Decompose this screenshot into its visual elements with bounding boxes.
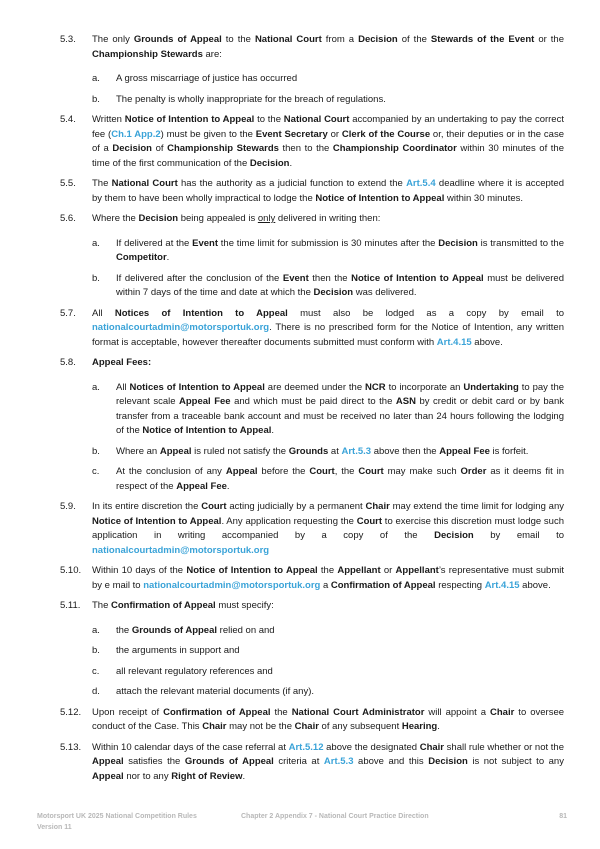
text-run: .	[166, 252, 170, 263]
defined-term: Championship Stewards	[92, 48, 203, 60]
text-run: within 30 minutes of the time of the first communication of the	[92, 143, 564, 169]
section-text	[92, 599, 564, 614]
section-number: 5.10.	[60, 565, 82, 576]
sub-item	[92, 237, 564, 266]
sub-item	[92, 624, 564, 639]
sub-item	[92, 685, 564, 700]
section-5-6	[0, 212, 600, 301]
defined-term: National Court	[283, 114, 350, 125]
text-run: Upon receipt of	[92, 706, 164, 718]
text-run: All	[92, 307, 115, 319]
sub-item	[92, 644, 564, 659]
text-run: Where an	[116, 445, 160, 457]
sub-item-letter: c.	[92, 665, 100, 677]
text-run: may extend the time limit for lodging any	[389, 501, 565, 512]
section-number: 5.13.	[60, 741, 82, 753]
text-run: , the	[334, 466, 359, 477]
section-5-5	[0, 177, 600, 206]
sub-item	[92, 445, 564, 460]
text-run: ) must be given to the	[160, 128, 256, 140]
defined-term: Championship Stewards	[167, 143, 279, 154]
article-reference-link[interactable]: Ch.1 App.2	[111, 128, 161, 140]
defined-term: Notice of Intention to Appeal	[186, 565, 318, 576]
defined-term: Notice of Intention to Appeal	[315, 192, 445, 204]
sub-item-letter: d.	[92, 686, 100, 697]
section-5-8	[0, 356, 600, 494]
defined-term: Decision	[313, 287, 354, 298]
defined-term: Decision	[434, 530, 474, 541]
article-reference-link[interactable]: Art.5.3	[341, 445, 372, 457]
defined-term: Chair	[365, 501, 390, 512]
text-run: .	[226, 480, 230, 492]
defined-term: Decision	[112, 143, 152, 154]
text-run: is ruled not satisfy the	[191, 445, 289, 457]
text-run: Within 10 days of the	[92, 565, 187, 576]
section-text	[92, 33, 564, 62]
section-number: 5.3.	[60, 34, 76, 45]
defined-term: Confirmation of Appeal	[111, 600, 216, 611]
defined-term: Notice of Intention to Appeal	[124, 114, 255, 125]
text-run: must also be lodged as a copy by email to	[287, 307, 565, 319]
defined-term: National Court	[254, 34, 322, 45]
text-run: before the	[257, 466, 310, 477]
sub-item-list	[92, 237, 564, 301]
section-number: 5.6.	[60, 213, 76, 224]
sub-item-letter: a.	[92, 381, 100, 393]
defined-term: NCR	[365, 381, 386, 393]
defined-term: Appellant	[395, 565, 439, 576]
text-run: delivered in writing then:	[275, 213, 381, 224]
defined-term: Court	[309, 466, 335, 477]
defined-term: Clerk of the Course	[341, 128, 431, 140]
text-run: shall rule whether or not the	[444, 741, 564, 753]
email-link[interactable]: nationalcourtadmin@motorsportuk.org	[92, 322, 270, 333]
section-text	[92, 356, 564, 371]
text-run: relied on and	[217, 624, 275, 636]
section-text	[92, 212, 564, 227]
footer-page-number: 81	[559, 813, 567, 820]
sub-item-letter: a.	[92, 624, 100, 636]
email-link[interactable]: nationalcourtadmin@motorsportuk.org	[143, 579, 321, 591]
section-5-3	[0, 33, 600, 107]
sub-item	[92, 465, 564, 494]
section-5-9	[0, 500, 600, 558]
text-run: at	[328, 445, 342, 457]
article-reference-link[interactable]: Art.5.4	[406, 178, 436, 189]
defined-term: Notices of Intention to Appeal	[114, 307, 288, 319]
sub-item-letter: b.	[92, 272, 100, 284]
text-run: At the conclusion of any	[116, 466, 226, 477]
defined-term: Appeal Fee	[439, 445, 490, 457]
defined-term: Hearing	[401, 721, 438, 732]
defined-term: Confirmation of Appeal	[163, 706, 271, 718]
defined-term: Appeal	[159, 445, 192, 457]
defined-term: Chair	[490, 706, 515, 718]
text-run: above and this	[353, 756, 429, 767]
defined-term: Decision	[138, 213, 179, 224]
text-run: Within 10 calendar days of the case referral at	[92, 741, 289, 753]
text-run: of any subsequent	[318, 721, 402, 732]
text-run: the	[270, 706, 292, 718]
sub-item-letter: a.	[92, 73, 100, 84]
defined-term: Appeal Fee	[179, 396, 231, 407]
text-run: a	[320, 579, 331, 591]
text-run: must specify:	[215, 600, 274, 611]
defined-term: Grounds of Appeal	[131, 624, 218, 636]
text-run: above.	[519, 579, 551, 591]
defined-term: Event	[282, 272, 309, 284]
text-run: to the	[221, 34, 255, 45]
sub-item	[92, 381, 564, 439]
text-run: may not be the	[226, 721, 295, 732]
defined-term: Appeal Fee	[176, 480, 227, 492]
text-run: .	[437, 721, 440, 732]
text-run: must be delivered within 7 days of the time and date at which the	[116, 272, 564, 298]
text-run: A gross miscarriage of justice has occurred	[116, 73, 298, 84]
text-run: acting judicially by a permanent	[226, 501, 366, 512]
defined-term: Chair	[202, 721, 227, 732]
defined-term: Decision	[438, 237, 478, 249]
text-run: to pay the relevant scale	[116, 381, 565, 407]
sub-item-letter: a.	[92, 237, 100, 249]
defined-term: Notice of Intention to Appeal	[351, 272, 484, 284]
section-text	[92, 564, 564, 593]
text-run: then to the	[278, 143, 333, 154]
sub-item-letter: b.	[92, 445, 100, 457]
sub-item-letter: b.	[92, 645, 100, 656]
section-5-13	[0, 741, 600, 785]
sub-item-list	[92, 381, 564, 495]
text-run: to exercise this discretion must lodge such application in writing accompanied by a copy of the	[92, 515, 564, 541]
text-run: nor to any	[123, 770, 172, 782]
text-run: The penalty is wholly inappropriate for the breach of regulations.	[116, 93, 386, 105]
text-run: from a	[321, 34, 359, 45]
defined-term: Appeal Fees:	[92, 357, 152, 368]
text-run: The only	[92, 34, 134, 45]
defined-term: Right of Review	[171, 770, 243, 782]
text-run: as it deems fit in respect of the	[116, 466, 565, 492]
defined-term: Court	[358, 466, 384, 477]
text-run: the arguments in support and	[116, 645, 240, 656]
text-run: is forfeit.	[489, 445, 529, 457]
text-run: or, their deputies or in the case of a	[92, 128, 564, 154]
defined-term: Grounds of Appeal	[133, 34, 222, 45]
section-text	[92, 741, 564, 785]
section-text	[92, 113, 564, 171]
text-run: The	[92, 178, 112, 189]
text-run: . Any application requesting the	[221, 515, 357, 527]
section-text	[92, 500, 564, 558]
text-run: All	[116, 381, 130, 393]
defined-term: Competitor	[116, 252, 167, 263]
text-run: by email to	[473, 530, 565, 541]
defined-term: National Court	[111, 178, 178, 189]
section-5-10	[0, 564, 600, 593]
text-run: was delivered.	[353, 287, 417, 298]
sub-item	[92, 72, 564, 87]
sub-item	[92, 272, 564, 301]
defined-term: Grounds of Appeal	[184, 756, 274, 767]
text-run: or	[327, 128, 342, 140]
text-run: will appoint a	[424, 706, 491, 718]
defined-term: Court	[201, 501, 227, 512]
text-run: the time limit for submission is 30 minutes after the	[218, 237, 439, 249]
text-run: above the designated	[323, 741, 420, 753]
section-number: 5.9.	[60, 501, 76, 512]
section-number: 5.7.	[60, 307, 76, 319]
article-reference-link[interactable]: Art.5.3	[323, 756, 354, 767]
defined-term: Event	[192, 237, 218, 249]
defined-term: Appeal	[92, 756, 124, 767]
sub-item	[92, 93, 564, 108]
text-run: ’s representative must submit by e mail to	[92, 565, 564, 591]
text-run: If delivered at the	[116, 237, 193, 249]
text-run: is transmitted to the	[477, 237, 564, 249]
text-run: are:	[202, 48, 222, 60]
sub-item-letter: c.	[92, 466, 100, 477]
defined-term: National Court Administrator	[291, 706, 425, 718]
defined-term: Stewards of the Event	[430, 34, 535, 45]
section-number: 5.8.	[60, 357, 76, 368]
sub-item-letter: b.	[92, 93, 100, 105]
footer-chapter: Chapter 2 Appendix 7 - National Court Practice Direction	[241, 813, 429, 820]
text-run: criteria at	[273, 756, 324, 767]
text-run: and which must be paid direct to the	[230, 396, 396, 407]
text-run: accompanied by an undertaking to pay the correct fee (	[92, 114, 564, 140]
section-number: 5.5.	[60, 178, 76, 189]
sub-item	[92, 665, 564, 680]
email-link[interactable]: nationalcourtadmin@motorsportuk.org	[92, 544, 270, 556]
text-run: by credit or debit card or by bank transfer from a traceable bank account and must be received no later than 24 hours following the lodging of the	[116, 396, 564, 436]
defined-term: Notice of Intention to Appeal	[142, 425, 272, 436]
text-run: all relevant regulatory references and	[116, 665, 273, 677]
defined-term: Decision	[249, 157, 290, 169]
text-run: being appealed is	[178, 213, 258, 224]
defined-term: Chair	[294, 721, 319, 732]
section-number: 5.11.	[60, 600, 81, 611]
document-body	[0, 33, 600, 790]
text-run: .	[289, 157, 293, 169]
text-run: of the	[397, 34, 431, 45]
section-5-4	[0, 113, 600, 171]
text-run: satisfies the	[123, 756, 185, 767]
text-run: has the authority as a judicial function to extend the	[177, 178, 407, 189]
text-run: to oversee conduct of the Case. This	[92, 706, 565, 732]
text-run: deadline where it is accepted by them to have been wholly impractical to lodge the	[92, 178, 564, 204]
section-text	[92, 177, 564, 206]
section-number: 5.4.	[60, 114, 76, 125]
defined-term: Undertaking	[463, 381, 519, 393]
text-run: above then the	[371, 445, 440, 457]
text-run: Where the	[92, 213, 139, 224]
text-run: .	[242, 770, 246, 782]
footer-version: Version 11	[37, 824, 72, 831]
section-text	[92, 706, 564, 735]
defined-term: Appellant	[337, 565, 381, 576]
section-5-12	[0, 706, 600, 735]
text-run: is not subject to any	[467, 756, 564, 767]
defined-term: Court	[356, 515, 383, 527]
text-run: may make such	[383, 466, 461, 477]
text-run: .	[271, 425, 275, 436]
text-run: to the	[254, 114, 284, 125]
text-run: In its entire discretion the	[92, 501, 202, 512]
text-run: The	[92, 600, 112, 611]
sub-item-list	[92, 72, 564, 107]
text-run: the	[317, 565, 338, 576]
underlined-text: only	[257, 213, 276, 224]
text-run: within 30 minutes.	[444, 192, 524, 204]
text-run: attach the relevant material documents (if any).	[116, 686, 315, 697]
text-run: Written	[92, 114, 125, 125]
section-5-11	[0, 599, 600, 700]
section-5-7	[0, 307, 600, 351]
text-run: then the	[308, 272, 352, 284]
section-number: 5.12.	[60, 706, 82, 718]
article-reference-link[interactable]: Art.4.15	[484, 579, 520, 591]
text-run: are deemed under the	[264, 381, 366, 393]
defined-term: Notices of Intention to Appeal	[129, 381, 265, 393]
article-reference-link[interactable]: Art.5.12	[288, 741, 324, 753]
sub-item-list	[92, 624, 564, 700]
defined-term: Grounds	[288, 445, 329, 457]
defined-term: Appeal	[92, 770, 124, 782]
defined-term: Order	[460, 466, 487, 477]
defined-term: Event Secretary	[255, 128, 328, 140]
defined-term: Notice of Intention to Appeal	[92, 515, 222, 527]
text-run: or	[380, 565, 396, 576]
defined-term: Decision	[428, 756, 468, 767]
text-run: respecting	[435, 579, 485, 591]
defined-term: ASN	[395, 396, 416, 407]
defined-term: Appeal	[225, 466, 258, 477]
text-run: . There is no prescribed form for the Notice of Intention, any written format is acceptable, however thereafter documents submitted must conform with	[92, 322, 564, 348]
text-run: or the	[534, 34, 564, 45]
text-run: to incorporate an	[385, 381, 464, 393]
section-text	[92, 307, 564, 351]
defined-term: Chair	[419, 741, 444, 753]
defined-term: Championship Coordinator	[332, 143, 457, 154]
text-run: of	[152, 143, 168, 154]
article-reference-link[interactable]: Art.4.15	[436, 336, 472, 348]
footer-rulebook-title: Motorsport UK 2025 National Competition Rules	[37, 813, 197, 820]
text-run: above.	[471, 336, 503, 348]
text-run: If delivered after the conclusion of the	[116, 272, 283, 284]
defined-term: Decision	[358, 34, 398, 45]
defined-term: Confirmation of Appeal	[330, 579, 436, 591]
text-run: the	[116, 624, 132, 636]
